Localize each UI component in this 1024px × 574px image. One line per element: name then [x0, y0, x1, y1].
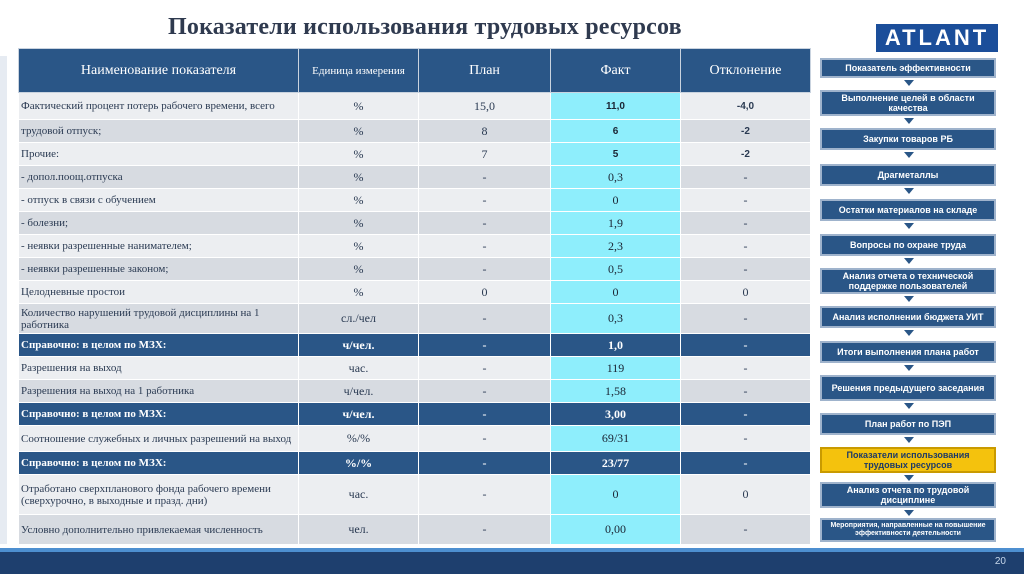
row-deviation: -: [681, 403, 811, 426]
table-row: [19, 93, 811, 120]
page-title: Показатели использования трудовых ресурсов: [168, 14, 682, 40]
row-unit: ч/чел.: [299, 334, 419, 357]
table-row: [19, 475, 811, 515]
nav-arrow-icon: [904, 330, 914, 336]
row-fact: 0: [551, 281, 681, 304]
nav-item-work-plan-results[interactable]: Итоги выполнения плана работ: [820, 341, 996, 363]
nav-item-efficiency-measures[interactable]: Мероприятия, направленные на повышение эффективности деятельности: [820, 518, 996, 542]
row-plan: -: [419, 166, 551, 189]
row-unit: %: [299, 258, 419, 281]
nav-item-efficiency-indicator[interactable]: Показатель эффективности: [820, 58, 996, 78]
indicators-table: [18, 48, 811, 545]
nav-item-tech-support-report[interactable]: Анализ отчета о технической поддержке пользователей: [820, 268, 996, 294]
row-name: Целодневные простои: [19, 281, 299, 304]
table-row: [19, 235, 811, 258]
row-fact: 0,3: [551, 304, 681, 334]
row-deviation: -: [681, 166, 811, 189]
row-fact: 119: [551, 357, 681, 380]
row-fact: 11,0: [551, 93, 681, 120]
row-fact: 2,3: [551, 235, 681, 258]
row-plan: -: [419, 189, 551, 212]
row-fact: 3,00: [551, 403, 681, 426]
nav-arrow-icon: [904, 188, 914, 194]
row-deviation: -: [681, 258, 811, 281]
row-unit: %: [299, 189, 419, 212]
nav-arrow-icon: [904, 152, 914, 158]
row-fact: 1,9: [551, 212, 681, 235]
nav-item-labor-safety[interactable]: Вопросы по охране труда: [820, 234, 996, 256]
nav-arrow-icon: [904, 365, 914, 371]
row-unit: ч/чел.: [299, 380, 419, 403]
row-unit: час.: [299, 357, 419, 380]
table-row: [19, 426, 811, 452]
table-row: [19, 212, 811, 235]
row-name: Справочно: в целом по МЗХ:: [19, 452, 299, 475]
nav-arrow-icon: [904, 475, 914, 481]
row-deviation: -: [681, 304, 811, 334]
nav-arrow-icon: [904, 510, 914, 516]
nav-arrow-icon: [904, 296, 914, 302]
row-fact: 0: [551, 475, 681, 515]
table-row: [19, 281, 811, 304]
row-name: трудовой отпуск;: [19, 120, 299, 143]
row-plan: -: [419, 304, 551, 334]
row-unit: ч/чел.: [299, 403, 419, 426]
row-plan: -: [419, 212, 551, 235]
row-unit: %: [299, 143, 419, 166]
row-deviation: -: [681, 452, 811, 475]
col-header-plan: План: [419, 49, 551, 93]
table-row-summary: [19, 334, 811, 357]
row-unit: %: [299, 212, 419, 235]
row-unit: %/%: [299, 426, 419, 452]
nav-arrow-icon: [904, 403, 914, 409]
nav-arrow-icon: [904, 223, 914, 229]
table-row: [19, 258, 811, 281]
row-unit: %/%: [299, 452, 419, 475]
table-row: [19, 515, 811, 545]
row-deviation: -: [681, 189, 811, 212]
table-row: [19, 120, 811, 143]
row-deviation: -: [681, 426, 811, 452]
row-name: - допол.поощ.отпуска: [19, 166, 299, 189]
row-plan: 0: [419, 281, 551, 304]
row-plan: -: [419, 426, 551, 452]
col-header-deviation: Отклонение: [681, 49, 811, 93]
row-deviation: -: [681, 357, 811, 380]
nav-arrow-icon: [904, 118, 914, 124]
row-plan: -: [419, 515, 551, 545]
row-fact: 6: [551, 120, 681, 143]
nav-arrow-icon: [904, 437, 914, 443]
row-name: Разрешения на выход на 1 работника: [19, 380, 299, 403]
col-header-unit: Единица измерения: [299, 49, 419, 93]
row-plan: 15,0: [419, 93, 551, 120]
row-name: Условно дополнительно привлекаемая численность: [19, 515, 299, 545]
row-deviation: -: [681, 380, 811, 403]
row-fact: 0,00: [551, 515, 681, 545]
nav-item-precious-metals[interactable]: Драгметаллы: [820, 164, 996, 186]
row-unit: %: [299, 281, 419, 304]
table-row: [19, 166, 811, 189]
row-plan: -: [419, 380, 551, 403]
footer-bar: [0, 548, 1024, 574]
row-plan: -: [419, 475, 551, 515]
row-deviation: -2: [681, 143, 811, 166]
nav-arrow-icon: [904, 258, 914, 264]
col-header-name: Наименование показателя: [19, 49, 299, 93]
row-name: - болезни;: [19, 212, 299, 235]
table-row-summary: [19, 403, 811, 426]
row-name: Прочие:: [19, 143, 299, 166]
row-name: Справочно: в целом по МЗХ:: [19, 334, 299, 357]
atlant-logo: [876, 24, 998, 52]
row-fact: 1,0: [551, 334, 681, 357]
row-deviation: -: [681, 212, 811, 235]
row-unit: сл./чел: [299, 304, 419, 334]
row-name: Справочно: в целом по МЗХ:: [19, 403, 299, 426]
row-fact: 0,5: [551, 258, 681, 281]
row-deviation: -4,0: [681, 93, 811, 120]
row-deviation: 0: [681, 281, 811, 304]
nav-item-pep-work-plan[interactable]: План работ по ПЭП: [820, 413, 996, 435]
table-row: [19, 380, 811, 403]
row-fact: 5: [551, 143, 681, 166]
row-fact: 1,58: [551, 380, 681, 403]
table-row: [19, 189, 811, 212]
row-plan: -: [419, 258, 551, 281]
footer-accent-line: [0, 548, 1024, 552]
row-unit: %: [299, 120, 419, 143]
logo-text: ATLANT: [884, 25, 990, 50]
row-plan: 8: [419, 120, 551, 143]
table-header-row: [19, 49, 811, 93]
row-plan: -: [419, 334, 551, 357]
row-name: - неявки разрешенные нанимателем;: [19, 235, 299, 258]
row-fact: 0: [551, 189, 681, 212]
table-row: [19, 357, 811, 380]
nav-item-labor-resources-active[interactable]: Показатели использования трудовых ресурсов: [820, 447, 996, 473]
row-plan: -: [419, 403, 551, 426]
nav-item-warehouse-stock[interactable]: Остатки материалов на складе: [820, 199, 996, 221]
table-row: [19, 143, 811, 166]
row-plan: -: [419, 452, 551, 475]
row-deviation: -: [681, 515, 811, 545]
row-deviation: -: [681, 334, 811, 357]
row-unit: час.: [299, 475, 419, 515]
row-fact: 69/31: [551, 426, 681, 452]
row-name: Соотношение служебных и личных разрешений на выход: [19, 426, 299, 452]
row-name: Отработано сверхпланового фонда рабочего времени (сверхурочно, в выходные и празд. дни): [19, 475, 299, 515]
nav-item-labor-discipline[interactable]: Анализ отчета по трудовой дисциплине: [820, 482, 996, 508]
row-name: - отпуск в связи с обучением: [19, 189, 299, 212]
row-plan: 7: [419, 143, 551, 166]
nav-item-previous-decisions[interactable]: Решения предыдущего заседания: [820, 375, 996, 401]
row-name: Количество нарушений трудовой дисциплины на 1 работника: [19, 304, 299, 334]
table-row-summary: [19, 452, 811, 475]
col-header-fact: Факт: [551, 49, 681, 93]
row-unit: %: [299, 166, 419, 189]
row-unit: %: [299, 235, 419, 258]
row-deviation: 0: [681, 475, 811, 515]
row-unit: %: [299, 93, 419, 120]
row-name: - неявки разрешенные законом;: [19, 258, 299, 281]
nav-item-budget-analysis[interactable]: Анализ исполнении бюджета УИТ: [820, 306, 996, 328]
page-number: 20: [994, 556, 1006, 567]
row-plan: -: [419, 235, 551, 258]
row-deviation: -2: [681, 120, 811, 143]
row-fact: 0,3: [551, 166, 681, 189]
table-row: [19, 304, 811, 334]
row-unit: чел.: [299, 515, 419, 545]
row-plan: -: [419, 357, 551, 380]
nav-arrow-icon: [904, 80, 914, 86]
row-deviation: -: [681, 235, 811, 258]
row-name: Фактический процент потерь рабочего времени, всего: [19, 93, 299, 120]
row-fact: 23/77: [551, 452, 681, 475]
nav-item-rb-purchases[interactable]: Закупки товаров РБ: [820, 128, 996, 150]
left-decor-bar: [0, 56, 7, 544]
nav-item-quality-goals[interactable]: Выполнение целей в области качества: [820, 90, 996, 116]
row-name: Разрешения на выход: [19, 357, 299, 380]
